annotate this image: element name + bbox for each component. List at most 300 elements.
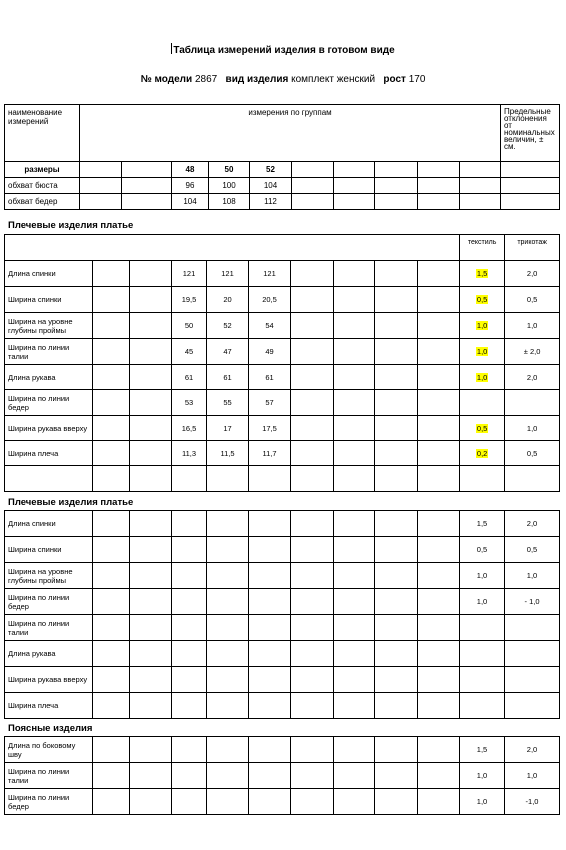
empty-cell xyxy=(375,563,418,589)
empty-cell xyxy=(130,313,172,339)
value-cell: 121 xyxy=(207,261,249,287)
empty-cell xyxy=(172,789,207,815)
empty-cell xyxy=(130,641,172,667)
value-cell xyxy=(460,339,505,365)
empty-cell xyxy=(207,615,249,641)
empty-cell xyxy=(334,667,375,693)
empty-cell xyxy=(505,466,560,492)
empty-cell xyxy=(334,365,375,390)
empty-cell xyxy=(249,563,291,589)
table-row xyxy=(5,194,560,210)
empty-cell xyxy=(130,693,172,719)
table-row xyxy=(5,416,560,441)
value-cell xyxy=(505,667,560,693)
row-name: Ширина по линии бедер xyxy=(5,589,93,615)
empty-cell xyxy=(418,615,460,641)
section-title: Плечевые изделия платье xyxy=(8,220,134,231)
col-textile-header: текстиль xyxy=(460,235,505,261)
value-cell: 2,0 xyxy=(505,511,560,537)
table-row xyxy=(5,466,560,492)
value-cell: 17 xyxy=(207,416,249,441)
value-cell: 1,0 xyxy=(505,313,560,339)
empty-cell xyxy=(130,763,172,789)
empty-cell xyxy=(291,667,334,693)
empty-cell xyxy=(375,313,418,339)
row-name: обхват бюста xyxy=(5,178,80,194)
value-cell xyxy=(460,441,505,466)
value-cell xyxy=(505,641,560,667)
highlighted-value: 1,0 xyxy=(476,347,488,356)
empty-cell xyxy=(334,763,375,789)
table-row xyxy=(5,667,560,693)
empty-cell xyxy=(291,416,334,441)
empty-cell xyxy=(334,441,375,466)
empty-cell xyxy=(291,390,334,416)
empty-cell xyxy=(291,511,334,537)
row-name: Ширина по линии бедер xyxy=(5,789,93,815)
empty-cell xyxy=(418,339,460,365)
empty-cell xyxy=(249,537,291,563)
row-name: Ширина на уровне глубины проймы xyxy=(5,563,93,589)
section-title: Поясные изделия xyxy=(8,723,93,734)
empty-cell xyxy=(418,287,460,313)
table-row xyxy=(5,178,560,194)
value-cell: 96 xyxy=(172,178,209,194)
empty-cell xyxy=(375,339,418,365)
empty-cell xyxy=(93,441,130,466)
empty-cell xyxy=(93,261,130,287)
empty-cell xyxy=(418,763,460,789)
document-title: Таблица измерений изделия в готовом виде xyxy=(173,45,395,56)
table-row xyxy=(5,441,560,466)
value-cell xyxy=(460,390,505,416)
empty-cell xyxy=(93,339,130,365)
empty-cell xyxy=(375,667,418,693)
value-cell: 16,5 xyxy=(172,416,207,441)
empty-cell xyxy=(418,365,460,390)
empty-cell xyxy=(418,537,460,563)
value-cell: 1,0 xyxy=(505,416,560,441)
empty-cell xyxy=(207,763,249,789)
empty-cell xyxy=(291,737,334,763)
empty-cell xyxy=(130,511,172,537)
empty-cell xyxy=(172,537,207,563)
empty-cell xyxy=(291,313,334,339)
col-knit-header: трикотаж xyxy=(505,235,560,261)
empty-cell xyxy=(334,511,375,537)
empty-cell xyxy=(291,365,334,390)
model-info xyxy=(0,74,566,85)
empty-cell xyxy=(291,339,334,365)
section-title: Плечевые изделия платье xyxy=(8,497,134,508)
empty-cell xyxy=(418,589,460,615)
row-name: Длина рукава xyxy=(5,365,93,390)
row-name: Ширина по линии бедер xyxy=(5,390,93,416)
empty-cell xyxy=(375,261,418,287)
empty-cell xyxy=(249,763,291,789)
value-cell: 2,0 xyxy=(505,365,560,390)
empty-cell xyxy=(207,466,249,492)
empty-cell xyxy=(334,390,375,416)
empty-cell xyxy=(375,737,418,763)
empty-cell xyxy=(93,615,130,641)
empty-cell xyxy=(291,287,334,313)
empty-cell xyxy=(334,615,375,641)
empty-cell xyxy=(460,466,505,492)
row-name: Ширина рукава вверху xyxy=(5,416,93,441)
empty-cell xyxy=(375,365,418,390)
empty-cell xyxy=(130,466,172,492)
empty-cell xyxy=(375,390,418,416)
empty-cell xyxy=(334,693,375,719)
row-name: обхват бедер xyxy=(5,194,80,210)
value-cell xyxy=(460,261,505,287)
value-cell: 61 xyxy=(249,365,291,390)
empty-cell xyxy=(375,615,418,641)
row-name: Длина по боковому шву xyxy=(5,737,93,763)
empty-cell xyxy=(207,693,249,719)
row-name: Ширина спинки xyxy=(5,537,93,563)
empty-cell xyxy=(130,667,172,693)
value-cell: 0,5 xyxy=(460,537,505,563)
empty-cell xyxy=(375,589,418,615)
empty-cell xyxy=(93,693,130,719)
table-row xyxy=(5,339,560,365)
empty-cell xyxy=(375,416,418,441)
empty-cell xyxy=(375,537,418,563)
empty-cell xyxy=(291,763,334,789)
table-row xyxy=(5,737,560,763)
empty-cell xyxy=(93,563,130,589)
table-row xyxy=(5,693,560,719)
empty-cell xyxy=(93,789,130,815)
empty-cell xyxy=(291,261,334,287)
empty-cell xyxy=(418,441,460,466)
empty-cell xyxy=(334,313,375,339)
empty-cell xyxy=(418,261,460,287)
empty-cell xyxy=(172,511,207,537)
table-row xyxy=(5,537,560,563)
empty-cell xyxy=(375,789,418,815)
model-value: 2867 xyxy=(194,74,218,85)
empty-cell xyxy=(93,466,130,492)
empty-cell xyxy=(334,287,375,313)
empty-cell xyxy=(249,693,291,719)
empty-cell xyxy=(130,339,172,365)
table-row xyxy=(5,287,560,313)
size-cell: 48 xyxy=(172,162,209,178)
empty-cell xyxy=(375,763,418,789)
value-cell: 2,0 xyxy=(505,261,560,287)
table-row xyxy=(5,261,560,287)
empty-cell xyxy=(291,641,334,667)
empty-cell xyxy=(249,667,291,693)
highlighted-value: 0,2 xyxy=(476,448,488,458)
value-cell: 54 xyxy=(249,313,291,339)
empty-cell xyxy=(375,511,418,537)
empty-cell xyxy=(291,693,334,719)
size-cell: 50 xyxy=(209,162,250,178)
empty-cell xyxy=(418,667,460,693)
value-cell: 50 xyxy=(172,313,207,339)
value-cell xyxy=(460,365,505,390)
value-cell: 121 xyxy=(172,261,207,287)
empty-cell xyxy=(418,390,460,416)
table-row xyxy=(5,313,560,339)
empty-cell xyxy=(375,641,418,667)
sizes-table xyxy=(4,104,560,210)
value-cell xyxy=(460,693,505,719)
table-row xyxy=(5,390,560,416)
empty-cell xyxy=(172,563,207,589)
value-cell: 52 xyxy=(207,313,249,339)
value-cell: - 1,0 xyxy=(505,589,560,615)
value-cell: 20 xyxy=(207,287,249,313)
value-cell: 45 xyxy=(172,339,207,365)
empty-cell xyxy=(93,763,130,789)
table-row xyxy=(5,789,560,815)
empty-cell xyxy=(249,615,291,641)
empty-cell xyxy=(418,313,460,339)
empty-cell xyxy=(291,615,334,641)
value-cell: 57 xyxy=(249,390,291,416)
row-name: Ширина по линии талии xyxy=(5,339,93,365)
empty-cell xyxy=(249,589,291,615)
empty-cell xyxy=(172,641,207,667)
value-cell: 1,5 xyxy=(460,737,505,763)
table-row xyxy=(5,589,560,615)
empty-cell xyxy=(130,416,172,441)
row-name: Ширина по линии талии xyxy=(5,763,93,789)
empty-cell xyxy=(172,667,207,693)
value-cell xyxy=(460,313,505,339)
model-label: № модели xyxy=(140,74,193,85)
row-name: Ширина на уровне глубины проймы xyxy=(5,313,93,339)
empty-cell xyxy=(418,693,460,719)
empty-cell xyxy=(172,737,207,763)
value-cell: 61 xyxy=(207,365,249,390)
empty-cell xyxy=(375,441,418,466)
empty-cell xyxy=(93,416,130,441)
kind-value: комплект женский xyxy=(291,74,376,85)
height-label: рост xyxy=(383,74,406,85)
section2-table xyxy=(4,510,560,719)
empty-cell xyxy=(375,287,418,313)
value-cell: 100 xyxy=(209,178,250,194)
value-cell xyxy=(505,390,560,416)
value-cell: 11,5 xyxy=(207,441,249,466)
empty-cell xyxy=(130,737,172,763)
empty-cell xyxy=(207,563,249,589)
value-cell: 17,5 xyxy=(249,416,291,441)
empty-cell xyxy=(291,789,334,815)
kind-label: вид изделия xyxy=(225,74,289,85)
value-cell: 1,0 xyxy=(505,763,560,789)
empty-cell xyxy=(93,390,130,416)
highlighted-value: 1,5 xyxy=(476,269,488,278)
empty-cell xyxy=(130,615,172,641)
table-row xyxy=(5,763,560,789)
empty-cell xyxy=(418,563,460,589)
empty-cell xyxy=(130,589,172,615)
empty-cell xyxy=(172,763,207,789)
empty-cell xyxy=(93,737,130,763)
height-value: 170 xyxy=(408,74,426,85)
tolerance-header: Предельные отклонения от номинальных величин, ± см. xyxy=(501,105,560,162)
empty-cell xyxy=(375,693,418,719)
empty-cell xyxy=(334,641,375,667)
empty-cell xyxy=(93,667,130,693)
empty-cell xyxy=(334,466,375,492)
empty-cell xyxy=(418,511,460,537)
table-row xyxy=(5,615,560,641)
empty-cell xyxy=(207,789,249,815)
value-cell: 11,3 xyxy=(172,441,207,466)
value-cell: 19,5 xyxy=(172,287,207,313)
empty-cell xyxy=(172,615,207,641)
empty-cell xyxy=(172,589,207,615)
row-name: Ширина спинки xyxy=(5,287,93,313)
value-cell: 47 xyxy=(207,339,249,365)
empty-cell xyxy=(418,466,460,492)
empty-cell xyxy=(418,641,460,667)
value-cell xyxy=(460,287,505,313)
value-cell: 1,0 xyxy=(460,563,505,589)
empty-cell xyxy=(291,466,334,492)
row-name: Длина спинки xyxy=(5,261,93,287)
value-cell: 20,5 xyxy=(249,287,291,313)
empty-cell xyxy=(291,589,334,615)
empty-cell xyxy=(249,466,291,492)
sizes-label: размеры xyxy=(5,162,80,178)
value-cell: 121 xyxy=(249,261,291,287)
value-cell xyxy=(460,615,505,641)
value-cell xyxy=(460,416,505,441)
empty-cell xyxy=(418,789,460,815)
empty-cell xyxy=(93,287,130,313)
empty-cell xyxy=(130,537,172,563)
empty-cell xyxy=(93,313,130,339)
empty-cell xyxy=(207,537,249,563)
value-cell: 1,5 xyxy=(460,511,505,537)
section3-table xyxy=(4,736,560,815)
value-cell: 104 xyxy=(172,194,209,210)
row-name: Ширина плеча xyxy=(5,693,93,719)
empty-cell xyxy=(93,641,130,667)
empty-cell xyxy=(130,365,172,390)
value-cell: 108 xyxy=(209,194,250,210)
empty-cell xyxy=(334,261,375,287)
empty-cell xyxy=(207,667,249,693)
empty-cell xyxy=(130,441,172,466)
empty-cell xyxy=(93,589,130,615)
empty-cell xyxy=(334,537,375,563)
value-cell: 0,5 xyxy=(505,441,560,466)
empty-cell xyxy=(334,737,375,763)
empty-cell xyxy=(291,441,334,466)
empty-cell xyxy=(93,365,130,390)
value-cell: 1,0 xyxy=(460,789,505,815)
value-cell: 1,0 xyxy=(460,589,505,615)
empty-cell xyxy=(291,537,334,563)
value-cell: 0,5 xyxy=(505,537,560,563)
empty-cell xyxy=(291,563,334,589)
row-name: Длина спинки xyxy=(5,511,93,537)
table-row xyxy=(5,365,560,390)
empty-cell xyxy=(334,789,375,815)
row-name: Ширина рукава вверху xyxy=(5,667,93,693)
empty-cell xyxy=(207,511,249,537)
empty-cell xyxy=(334,339,375,365)
value-cell: 49 xyxy=(249,339,291,365)
empty-cell xyxy=(334,416,375,441)
value-cell: -1,0 xyxy=(505,789,560,815)
value-cell: 1,0 xyxy=(460,763,505,789)
empty-cell xyxy=(249,789,291,815)
empty-cell xyxy=(172,693,207,719)
row-name: Длина рукава xyxy=(5,641,93,667)
table-row xyxy=(5,563,560,589)
empty-cell xyxy=(207,737,249,763)
empty-cell xyxy=(93,537,130,563)
row-name: Ширина плеча xyxy=(5,441,93,466)
value-cell: 11,7 xyxy=(249,441,291,466)
value-cell: 1,0 xyxy=(505,563,560,589)
empty-cell xyxy=(249,737,291,763)
empty-cell xyxy=(418,737,460,763)
empty-cell xyxy=(334,563,375,589)
row-name: Ширина по линии талии xyxy=(5,615,93,641)
highlighted-value: 0,5 xyxy=(476,295,488,304)
empty-cell xyxy=(130,287,172,313)
empty-cell xyxy=(334,589,375,615)
value-cell xyxy=(505,615,560,641)
empty-cell xyxy=(130,390,172,416)
value-cell: 61 xyxy=(172,365,207,390)
groups-header: измерения по группам xyxy=(80,105,501,162)
value-cell xyxy=(505,693,560,719)
empty-cell xyxy=(130,789,172,815)
size-cell: 52 xyxy=(250,162,292,178)
value-cell xyxy=(460,667,505,693)
value-cell: 112 xyxy=(250,194,292,210)
empty-cell xyxy=(375,466,418,492)
empty-cell xyxy=(418,416,460,441)
value-cell: 55 xyxy=(207,390,249,416)
empty-cell xyxy=(130,563,172,589)
empty-cell xyxy=(130,261,172,287)
value-cell xyxy=(460,641,505,667)
empty-cell xyxy=(5,466,93,492)
highlighted-value: 1,0 xyxy=(476,321,488,330)
empty-cell xyxy=(93,511,130,537)
value-cell: 104 xyxy=(250,178,292,194)
empty-cell xyxy=(207,641,249,667)
value-cell: 2,0 xyxy=(505,737,560,763)
value-cell: 53 xyxy=(172,390,207,416)
section1-table xyxy=(4,234,560,492)
table-row xyxy=(5,511,560,537)
name-header: наименование измерений xyxy=(5,105,80,162)
empty-cell xyxy=(249,641,291,667)
empty-cell xyxy=(207,589,249,615)
value-cell: 0,5 xyxy=(505,287,560,313)
empty-cell xyxy=(249,511,291,537)
highlighted-value: 0,5 xyxy=(476,423,488,433)
value-cell: ± 2,0 xyxy=(505,339,560,365)
empty-cell xyxy=(172,466,207,492)
highlighted-value: 1,0 xyxy=(476,372,488,382)
